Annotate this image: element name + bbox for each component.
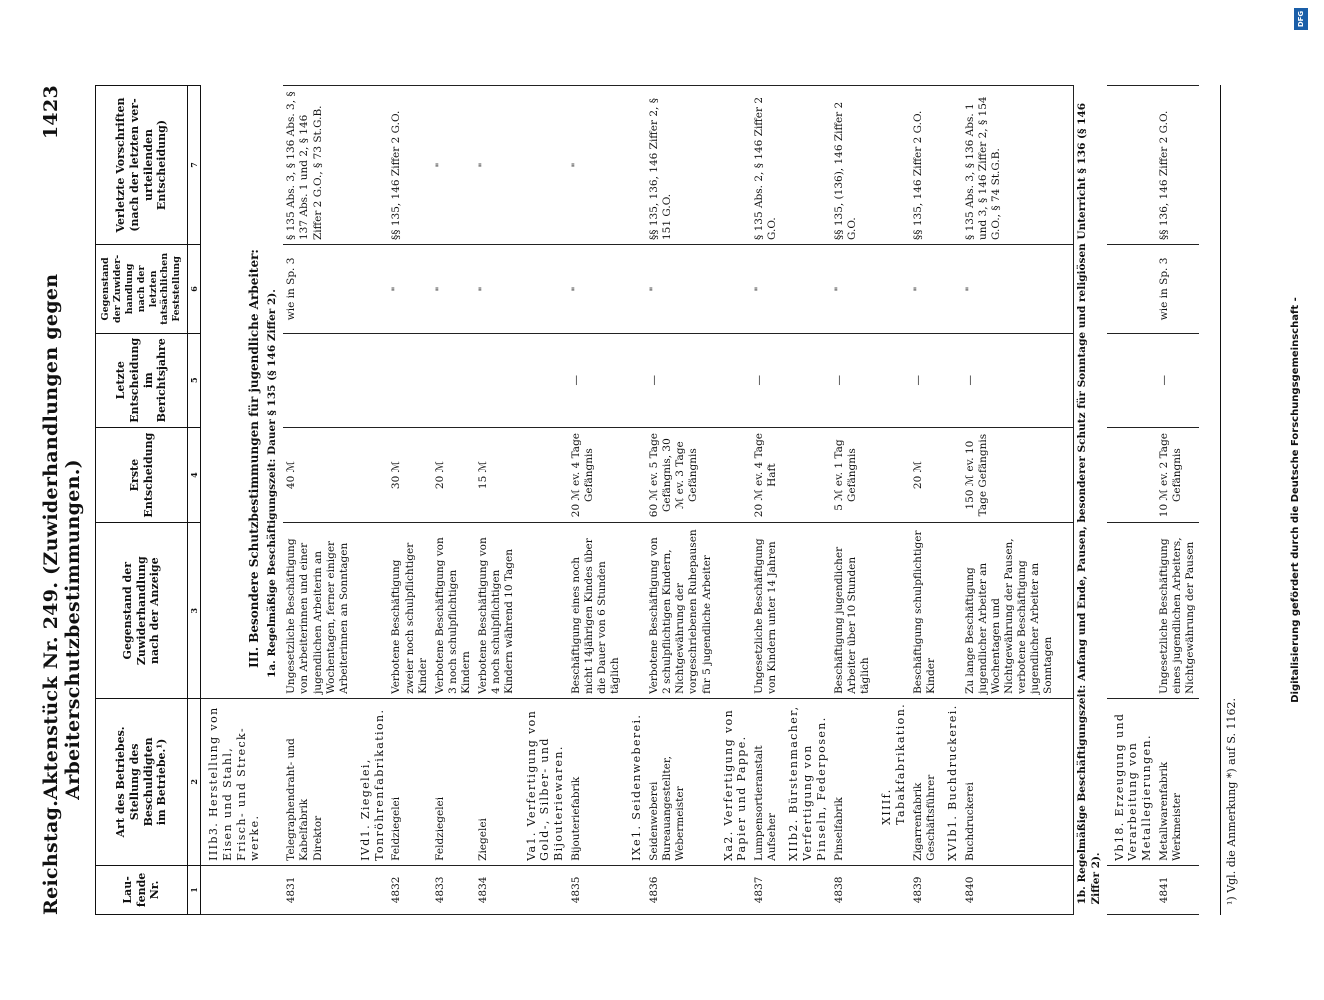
row-gegenstand: Ungesetzliche Beschäftigung von Arbeiterinnen und einer jugendlichen Arbeiterin an Wochentagen, ferner einiger Arbeiterinnen an Sonntagen	[283, 523, 353, 698]
row-art: Ziegelei	[475, 698, 518, 865]
col-header-vorschriften: Verletzte Vorschriften (nach der letzten ver- urteilenden Entscheidung)	[96, 86, 188, 245]
row-nr: 4838	[831, 865, 874, 914]
row-erste: 20 ℳ ev. 4 Tage Gefängnis	[568, 427, 625, 523]
row-art: Telegraphendraht- und Kabelfabrik Direktor	[283, 698, 353, 865]
col-header-art: Art des Betriebes. Stellung des Beschuldigten im Betriebe.¹)	[96, 698, 188, 865]
row-nach: "	[910, 245, 940, 334]
row-nach: "	[831, 245, 874, 334]
category-label: IXe1. Seidenweberei.	[624, 698, 646, 865]
row-letzte: —	[1156, 333, 1199, 427]
row-art: Pinselfabrik	[831, 698, 874, 865]
row-erste: 10 ℳ ev. 2 Tage Gefängnis	[1156, 427, 1199, 523]
row-vorschriften: §§ 135, 146 Ziffer 2 G.O.	[910, 86, 940, 245]
row-art: Metallwarenfabrik Werkmeister	[1156, 698, 1199, 865]
violations-table	[95, 85, 1199, 915]
subsection-row	[264, 86, 283, 915]
row-nr: 4833	[432, 865, 475, 914]
row-erste: 20 ℳ ev. 4 Tage Haft	[751, 427, 781, 523]
row-nach: "	[751, 245, 781, 334]
category-row	[1107, 86, 1156, 915]
category-label: XIIIf. Tabakfabrikation.	[874, 698, 910, 865]
row-art: Feldziegelei	[388, 698, 431, 865]
category-label: IVd1. Ziegelei, Tonröhrenfabrikation.	[353, 698, 389, 865]
category-row	[353, 86, 389, 915]
row-erste: 20 ℳ	[910, 427, 940, 523]
section-heading: III. Besondere Schutzbestimmungen für jugendliche Arbeiter:	[247, 249, 262, 668]
row-letzte	[283, 333, 353, 427]
row-art: Seidenweberei Bureauangestellter, Webermeister	[646, 698, 716, 865]
column-header-row	[96, 86, 188, 915]
row-vorschriften: § 135 Abs. 3, § 136 Abs. 3, § 137 Abs. 1 und 2, § 146 Ziffer 2 G.O., § 73 St.G.B.	[283, 86, 353, 245]
row-nach: "	[475, 245, 518, 334]
row-letzte: —	[962, 333, 1058, 427]
row-art: Bijouteriefabrik	[568, 698, 625, 865]
subsection-heading: 1a. Regelmäßige Beschäftigungszeit: Dauer § 135 (§ 146 Ziffer 2).	[266, 289, 279, 678]
row-nr: 4834	[475, 865, 518, 914]
category-label: XVIb1. Buchdruckerei.	[940, 698, 962, 865]
header-title: Aktenstück Nr. 249. (Zuwiderhandlungen gegen Arbeiterschutzbestimmungen.)	[40, 273, 84, 800]
row-gegenstand: Verbotene Beschäftigung von 2 schulpflichtigen Kindern, Nichtgewährung der vorgeschriebenen Ruhepausen für 5 jugendliche Arbeiter	[646, 523, 716, 698]
row-gegenstand: Verbotene Beschäftigung von 4 noch schulpflichtigen Kindern während 10 Tagen	[475, 523, 518, 698]
row-gegenstand: Beschäftigung schulpflichtiger Kinder	[910, 523, 940, 698]
row-gegenstand: Beschäftigung eines noch nicht 14jährigen Kindes über die Dauer von 6 Stunden täglich	[568, 523, 625, 698]
category-row	[519, 86, 568, 915]
row-letzte: —	[831, 333, 874, 427]
category-label: XIIb2. Bürstenmacher, Verfertigung von Pinseln, Federposen.	[781, 698, 830, 865]
table-row	[751, 86, 781, 915]
table-row	[910, 86, 940, 915]
row-vorschriften: § 135 Abs. 3, § 136 Abs. 1 und 3, § 146 Ziffer 2, § 154 G.O., § 74 St.G.B.	[962, 86, 1058, 245]
row-vorschriften: §§ 135, 146 Ziffer 2 G.O.	[388, 86, 431, 245]
col-header-erste: Erste Entscheidung	[96, 427, 188, 523]
row-nach: "	[388, 245, 431, 334]
category-label: IIIb3. Herstellung von Eisen und Stahl, Frisch- und Streck-werke.	[201, 698, 265, 865]
row-erste: 20 ℳ	[432, 427, 475, 523]
row-vorschriften: §§ 135, 136, 146 Ziffer 2, § 151 G.O.	[646, 86, 716, 245]
col-num: 6	[188, 245, 201, 334]
row-vorschriften: §§ 136, 146 Ziffer 2 G.O.	[1156, 86, 1199, 245]
row-nach: wie in Sp. 3	[1156, 245, 1199, 334]
row-nr: 4841	[1156, 865, 1199, 914]
row-gegenstand: Beschäftigung jugendlicher Arbeiter über 10 Stunden täglich	[831, 523, 874, 698]
category-row	[781, 86, 830, 915]
footnote: ¹) Vgl. die Anmerkung *) auf S. 1162.	[1225, 698, 1238, 905]
row-vorschriften: "	[568, 86, 625, 245]
row-art: Lumpensortieranstalt Aufseher	[751, 698, 781, 865]
category-label: Xa2. Verfertigung von Papier und Pappe.	[716, 698, 752, 865]
row-vorschriften: "	[475, 86, 518, 245]
digitization-credit	[1290, 0, 1301, 1000]
row-letzte: —	[646, 333, 716, 427]
page-number: 1423	[40, 85, 62, 140]
row-art: Feldziegelei	[432, 698, 475, 865]
category-row	[624, 86, 646, 915]
row-art: Zigarrenfabrik Geschäftsführer	[910, 698, 940, 865]
table-row	[646, 86, 716, 915]
col-num: 4	[188, 427, 201, 523]
column-number-row	[188, 86, 201, 915]
row-erste: 15 ℳ	[475, 427, 518, 523]
row-nach: wie in Sp. 3	[283, 245, 353, 334]
row-erste: 60 ℳ ev. 5 Tage Gefängnis, 30 ℳ ev. 3 Tage Gefängnis	[646, 427, 716, 523]
col-num: 1	[188, 865, 201, 914]
row-nr: 4835	[568, 865, 625, 914]
footnote-rule	[1220, 85, 1221, 915]
col-num: 7	[188, 86, 201, 245]
col-header-nr: Lau- fende Nr.	[96, 865, 188, 914]
table-row	[1156, 86, 1199, 915]
row-nr: 4837	[751, 865, 781, 914]
row-vorschriften: §§ 135, (136), 146 Ziffer 2 G.O.	[831, 86, 874, 245]
col-num: 3	[188, 523, 201, 698]
table-row	[831, 86, 874, 915]
row-erste: 40 ℳ	[283, 427, 353, 523]
row-gegenstand: Verbotene Beschäftigung von 3 noch schulpflichtigen Kindern	[432, 523, 475, 698]
table-row	[432, 86, 475, 915]
category-label: Va1. Verfertigung von Gold-, Silber- und Bijouteriewaren.	[519, 698, 568, 865]
page-header	[40, 85, 84, 915]
row-nr: 4832	[388, 865, 431, 914]
row-gegenstand: Ungesetzliche Beschäftigung von Kindern unter 14 Jahren	[751, 523, 781, 698]
row-erste: 5 ℳ ev. 1 Tag Gefängnis	[831, 427, 874, 523]
table-row	[475, 86, 518, 915]
category-row	[201, 86, 265, 915]
row-letzte: —	[910, 333, 940, 427]
row-nach: "	[568, 245, 625, 334]
col-num: 5	[188, 333, 201, 427]
row-nach: "	[646, 245, 716, 334]
row-erste: 30 ℳ	[388, 427, 431, 523]
row-vorschriften: "	[432, 86, 475, 245]
category-row	[940, 86, 962, 915]
table-row	[283, 86, 353, 915]
credit-text: Digitalisierung gefördert durch die Deutsche Forschungsgemeinschaft -	[1290, 297, 1301, 703]
row-nr: 4836	[646, 865, 716, 914]
subsection-heading: 1b. Regelmäßige Beschäftigungszeit: Anfang und Ende, Pausen, besonderer Schutz für Sonntage und religiösen Unterricht § 136 (§ 146 Ziffer 2).	[1074, 86, 1107, 915]
col-header-letzte: Letzte Entscheidung im Berichtsjahre	[96, 333, 188, 427]
col-num: 2	[188, 698, 201, 865]
subsection-row	[1074, 86, 1107, 915]
category-row	[716, 86, 752, 915]
col-header-nach: Gegenstand der Zuwider- handlung nach der letzten tatsächlichen Feststellung	[96, 245, 188, 334]
dfg-logo: DFG	[1294, 8, 1308, 30]
row-gegenstand: Ungesetzliche Beschäftigung eines jugendlichen Arbeiters, Nichtgewährung der Pausen	[1156, 523, 1199, 698]
row-gegenstand: Zu lange Beschäftigung jugendlicher Arbeiter an Wochentagen und Nichtgewährung der Pausen, verbotene Beschäftigung jugendlicher Arbeiter an Sonntagen	[962, 523, 1058, 698]
table-row	[388, 86, 431, 915]
row-vorschriften: § 135 Abs. 2, § 146 Ziffer 2 G.O.	[751, 86, 781, 245]
col-header-gegenstand: Gegenstand der Zuwiderhandlung nach der Anzeige	[96, 523, 188, 698]
row-nach: "	[962, 245, 1058, 334]
table-row	[568, 86, 625, 915]
row-nach: "	[432, 245, 475, 334]
category-row	[874, 86, 910, 915]
row-letzte: —	[568, 333, 625, 427]
row-gegenstand: Verbotene Beschäftigung zweier noch schulpflichtiger Kinder	[388, 523, 431, 698]
table-row	[962, 86, 1058, 915]
row-erste: 150 ℳ ev. 10 Tage Gefängnis	[962, 427, 1058, 523]
header-left: Reichstag.	[40, 799, 62, 915]
row-nr: 4839	[910, 865, 940, 914]
row-art: Buchdruckerei	[962, 698, 1058, 865]
row-nr: 4840	[962, 865, 1058, 914]
row-letzte: —	[751, 333, 781, 427]
category-label: Vb18. Erzeugung und Verarbeitung von Metallegierungen.	[1107, 698, 1156, 865]
row-nr: 4831	[283, 865, 353, 914]
